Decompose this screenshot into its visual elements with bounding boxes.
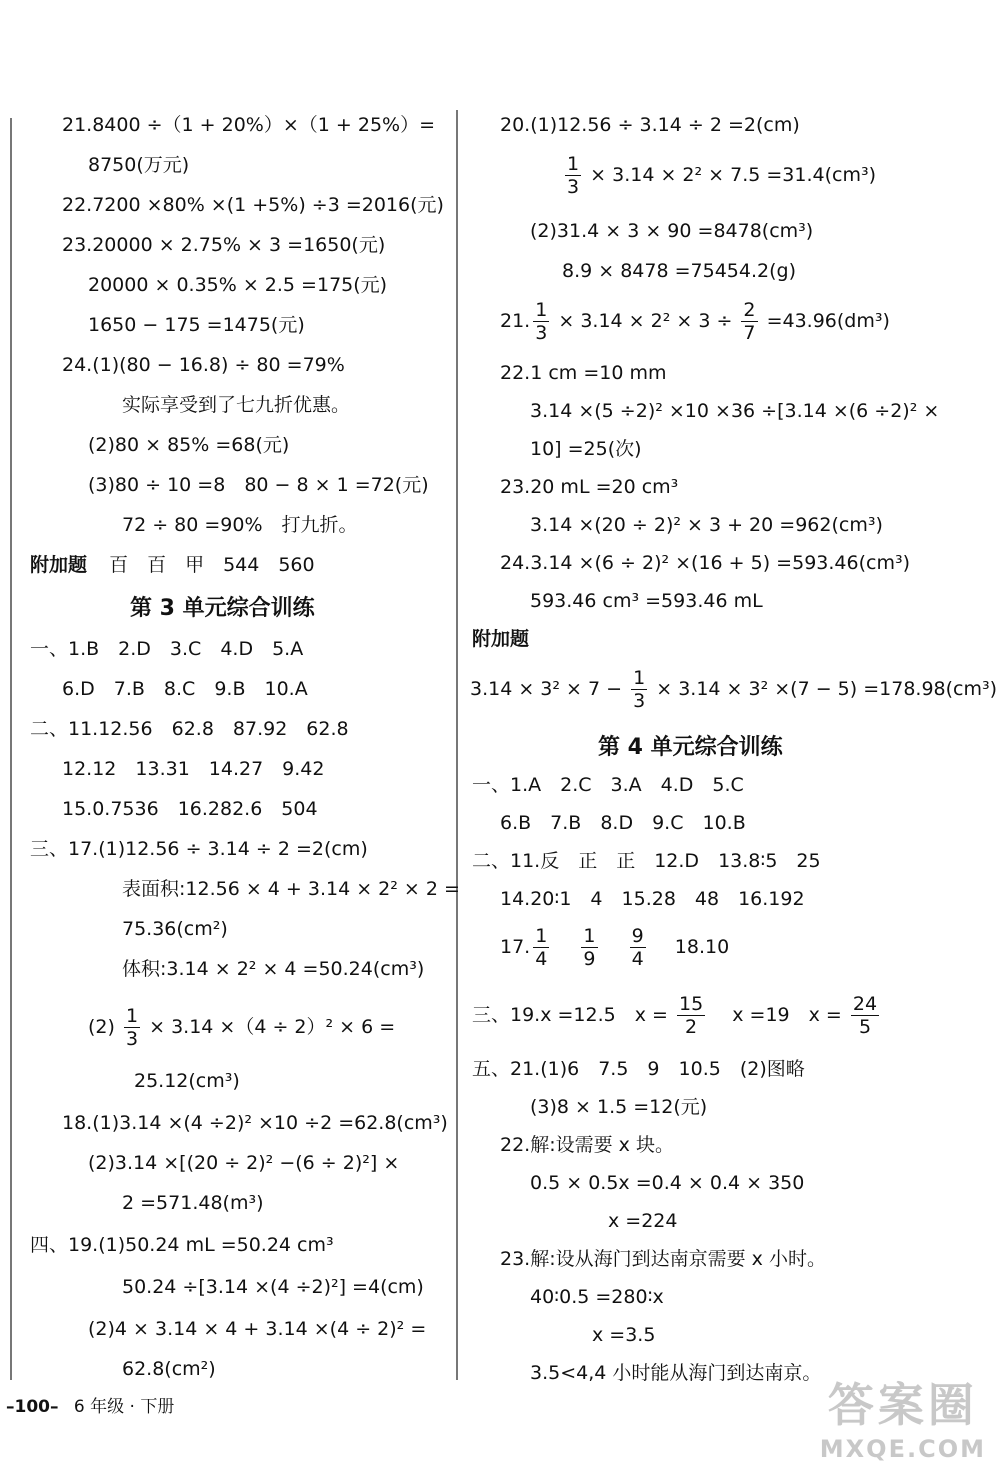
- fraction: [533, 299, 549, 344]
- answer-line: 体积:3.14 × 2² × 4 =50.24(cm³): [122, 958, 425, 980]
- denominator: 3: [567, 176, 580, 198]
- fraction: [631, 667, 647, 712]
- fraction: [565, 153, 581, 198]
- answer-line: 12.12 13.31 14.27 9.42: [62, 758, 325, 780]
- numerator: 1: [125, 1005, 139, 1027]
- answer-line: 6.B 7.B 8.D 9.C 10.B: [500, 812, 746, 834]
- expression: 三、19.x =12.5 x =: [472, 1004, 668, 1026]
- answer-line: (2)3.14 ×[(20 ÷ 2)² −(6 ÷ 2)²] ×: [88, 1152, 400, 1174]
- answer-line: 22.7200 ×80% ×(1 +5%) ÷3 =2016(元): [62, 194, 444, 216]
- answer-line: 23.20 mL =20 cm³: [500, 476, 679, 498]
- denominator: 3: [633, 690, 646, 712]
- answer-line: 3.5<4,4 小时能从海门到达南京。: [530, 1362, 822, 1384]
- answer-line: 24.3.14 ×(6 ÷ 2)² ×(16 + 5) =593.46(cm³): [500, 552, 910, 574]
- answer-line: 表面积:12.56 × 4 + 3.14 × 2² × 2 =: [122, 878, 460, 900]
- answer-line: (2)4 × 3.14 × 4 + 3.14 ×(4 ÷ 2)² =: [88, 1318, 427, 1340]
- denominator: 4: [631, 948, 644, 970]
- fraction: [124, 1005, 140, 1050]
- fraction: [851, 993, 879, 1038]
- answer-line: 8750(万元): [88, 154, 190, 176]
- answer-line: 15.0.7536 16.282.6 504: [62, 798, 318, 820]
- answer-line-fraction: [562, 152, 876, 198]
- answer-line: 14.20∶1 4 15.28 48 16.192: [500, 888, 805, 910]
- answer-line: 四、19.(1)50.24 mL =50.24 cm³: [30, 1234, 334, 1256]
- answer-line: x =3.5: [592, 1324, 656, 1346]
- answer-line: 23.解:设从海门到达南京需要 x 小时。: [500, 1248, 826, 1270]
- answer-line: 10] =25(次): [530, 438, 642, 460]
- expression: × 3.14 × 3² ×(7 − 5) =178.98(cm³): [656, 678, 998, 700]
- answer-line: 21.8400 ÷（1 + 20%）×（1 + 25%）=: [62, 114, 436, 136]
- answer-line: 二、11.反 正 正 12.D 13.8∶5 25: [472, 850, 821, 872]
- answer-line: (3)80 ÷ 10 =8 80 − 8 × 1 =72(元): [88, 474, 429, 496]
- answer-line: 0.5 × 0.5x =0.4 × 0.4 × 350: [530, 1172, 805, 1194]
- fraction: [741, 299, 757, 344]
- answer-line-fraction: [88, 1004, 395, 1050]
- fraction: [677, 993, 705, 1038]
- bonus-answers: 百 百 甲 544 560: [109, 554, 315, 576]
- denominator: 2: [685, 1016, 698, 1038]
- bonus-label: 附加题: [30, 554, 88, 576]
- watermark-logo: [820, 1369, 986, 1463]
- question-number: 21.: [500, 310, 531, 332]
- answer-line: 3.14 ×(20 ÷ 2)² × 3 + 20 =962(cm³): [530, 514, 883, 536]
- fraction: [533, 925, 549, 970]
- fraction: [581, 925, 597, 970]
- answer-line: 23.20000 × 2.75% × 3 =1650(元): [62, 234, 386, 256]
- numerator: 2: [743, 299, 756, 321]
- answer-line: 72 ÷ 80 =90% 打九折。: [122, 514, 358, 536]
- answer-line: 20.(1)12.56 ÷ 3.14 ÷ 2 =2(cm): [500, 114, 800, 136]
- column-divider: [456, 110, 458, 1380]
- left-margin-rule: [10, 118, 12, 1380]
- watermark-url: MXQE.COM: [819, 1435, 986, 1463]
- answer-line: 25.12(cm³): [134, 1070, 240, 1092]
- answer-line: 三、17.(1)12.56 ÷ 3.14 ÷ 2 =2(cm): [30, 838, 368, 860]
- answer-line: 22.解:设需要 x 块。: [500, 1134, 674, 1156]
- answer-line: 75.36(cm²): [122, 918, 228, 940]
- expression: × 3.14 ×（4 ÷ 2）² × 6 =: [149, 1016, 396, 1038]
- answer-line-fraction: [500, 924, 729, 970]
- denominator: 3: [125, 1028, 139, 1050]
- denominator: 7: [743, 322, 756, 344]
- answer-line: 五、21.(1)6 7.5 9 10.5 (2)图略: [472, 1058, 805, 1080]
- expression: 18.10: [674, 936, 730, 958]
- answer-line: (2)31.4 × 3 × 90 =8478(cm³): [530, 220, 814, 242]
- part-label: (2): [88, 1016, 115, 1038]
- grade-label: 6 年级 · 下册: [73, 1397, 175, 1417]
- answer-line: (3)8 × 1.5 =12(元): [530, 1096, 708, 1118]
- denominator: 9: [583, 948, 596, 970]
- answer-line: 18.(1)3.14 ×(4 ÷2)² ×10 ÷2 =62.8(cm³): [62, 1112, 448, 1134]
- answer-line: 6.D 7.B 8.C 9.B 10.A: [62, 678, 308, 700]
- answer-line: x =224: [608, 1210, 678, 1232]
- answer-line: 8.9 × 8478 =75454.2(g): [562, 260, 796, 282]
- numerator: 1: [633, 667, 646, 689]
- numerator: 1: [567, 153, 580, 175]
- denominator: 4: [535, 948, 548, 970]
- expression: x =19 x =: [732, 1004, 842, 1026]
- answer-line: 22.1 cm =10 mm: [500, 362, 667, 384]
- numerator: 1: [535, 299, 548, 321]
- answer-line-fraction: [472, 992, 882, 1038]
- answer-line: 2 =571.48(m³): [122, 1192, 264, 1214]
- numerator: 15: [678, 993, 704, 1015]
- bonus-label: 附加题: [472, 628, 530, 650]
- answer-line-fraction: [470, 666, 997, 712]
- numerator: 9: [631, 925, 644, 947]
- page-footer: [6, 1392, 174, 1417]
- bonus-line: [30, 552, 315, 578]
- numerator: 1: [535, 925, 548, 947]
- section-heading-unit-3: 第 3 单元综合训练: [130, 596, 315, 621]
- answer-line: 40∶0.5 =280∶x: [530, 1286, 664, 1308]
- expression: × 3.14 × 2² × 7.5 =31.4(cm³): [590, 164, 876, 186]
- answer-line: 593.46 cm³ =593.46 mL: [530, 590, 763, 612]
- numerator: 1: [583, 925, 596, 947]
- expression: =43.96(dm³): [766, 310, 890, 332]
- page-number: –100–: [6, 1397, 59, 1417]
- denominator: 5: [858, 1016, 872, 1038]
- numerator: 24: [852, 993, 878, 1015]
- question-number: 17.: [500, 936, 531, 958]
- answer-line: 50.24 ÷[3.14 ×(4 ÷2)²] =4(cm): [122, 1276, 424, 1298]
- answer-line: 实际享受到了七九折优惠。: [122, 394, 351, 416]
- answer-line: 一、1.B 2.D 3.C 4.D 5.A: [30, 638, 304, 660]
- answer-line: 62.8(cm²): [122, 1358, 216, 1380]
- denominator: 3: [535, 322, 548, 344]
- answer-line: 20000 × 0.35% × 2.5 =175(元): [88, 274, 388, 296]
- section-heading-unit-4: 第 4 单元综合训练: [598, 735, 783, 760]
- expression: 3.14 × 3² × 7 −: [470, 678, 623, 700]
- answer-line: 24.(1)(80 − 16.8) ÷ 80 =79%: [62, 354, 345, 376]
- answer-line: 一、1.A 2.C 3.A 4.D 5.C: [472, 774, 744, 796]
- expression: × 3.14 × 2² × 3 ÷: [558, 310, 733, 332]
- answer-line: 3.14 ×(5 ÷2)² ×10 ×36 ÷[3.14 ×(6 ÷2)² ×: [530, 400, 940, 422]
- answer-line: 1650 − 175 =1475(元): [88, 314, 305, 336]
- fraction: [630, 925, 646, 970]
- watermark-text: 答案圈: [827, 1378, 978, 1432]
- answer-line: (2)80 × 85% =68(元): [88, 434, 290, 456]
- answer-line: 二、11.12.56 62.8 87.92 62.8: [30, 718, 349, 740]
- answer-line-fraction: [500, 298, 890, 344]
